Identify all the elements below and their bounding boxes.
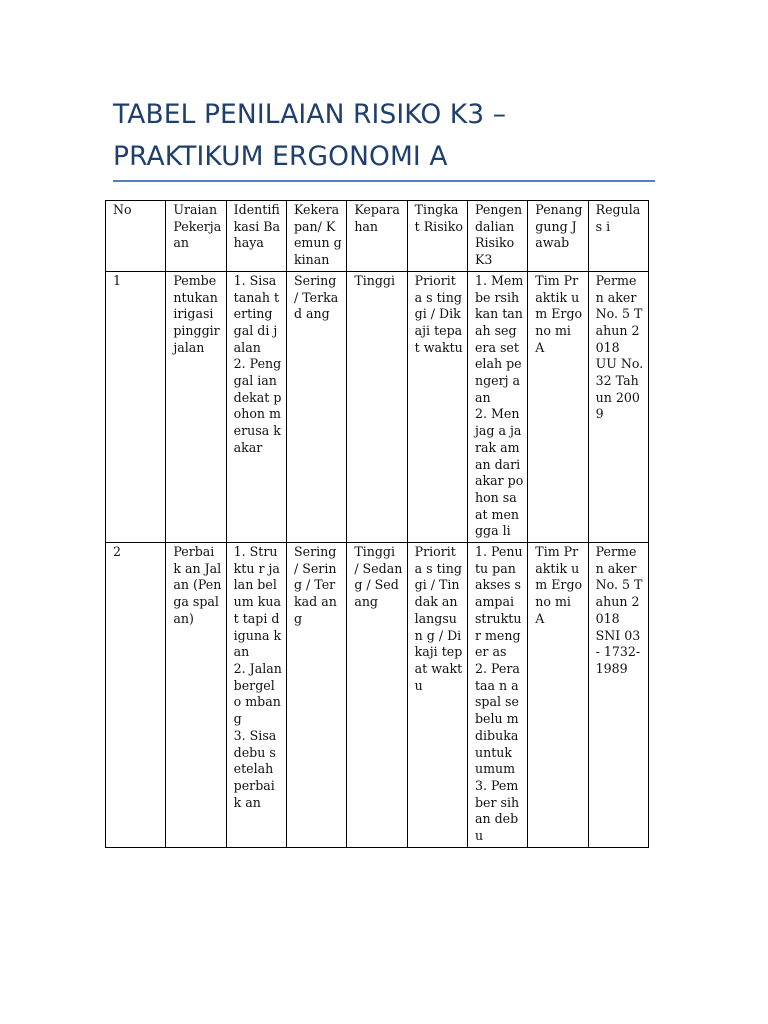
cell-line: UU No. 32 Tahun 2009 (595, 356, 644, 422)
header-tingkat-risiko: Tingkat Risiko (407, 201, 467, 272)
header-no: No (106, 201, 166, 272)
document-title (113, 94, 658, 178)
table-header-row (106, 201, 649, 272)
header-identifikasi-bahaya: Identifi kasi Bahaya (226, 201, 286, 272)
cell-keparahan: Tinggi / Sedang / Sedang (347, 543, 407, 848)
header-pengendalian-risiko: Pengen dalian Risiko K3 (467, 201, 527, 272)
cell-line: 2. Jalan bergelo mbang (233, 660, 282, 727)
cell-line: Permen aker No. 5 Tahun 2018 (595, 544, 643, 626)
cell-penanggung-jawab: Tim Praktik um Ergono mi A (528, 543, 588, 848)
cell-keparahan: Tinggi (347, 271, 407, 542)
cell-regulasi (588, 271, 648, 542)
header-regulasi: Regulas i (588, 201, 648, 272)
cell-line: Permen aker No. 5 Tahun 2018 (595, 272, 643, 355)
cell-line: 2. Penggal ian dekat pohon merusa k akar (233, 356, 282, 455)
cell-penanggung-jawab: Tim Praktik um Ergono mi A (528, 271, 588, 542)
cell-regulasi (588, 543, 648, 848)
document-title-line-1: TABEL PENILAIAN RISIKO K3 – (113, 99, 507, 130)
header-keparahan: Kepara han (347, 201, 407, 272)
cell-tingkat-risiko: Priorita s tinggi / Tindak an langsun g / Dikaji tepat waktu (407, 543, 467, 848)
cell-line: 1. Struktu r jalan belum kuat tapi diguna kan (233, 544, 282, 660)
cell-identifikasi (226, 271, 286, 542)
table-row (106, 271, 649, 542)
cell-line: 3. Sisa debu setelah perbaik an (233, 727, 277, 810)
header-uraian-pekerjaan: Uraian Pekerja an (166, 201, 226, 272)
cell-identifikasi (226, 543, 286, 848)
cell-uraian: Pembe ntukan irigasi pinggir jalan (166, 271, 226, 542)
cell-line: SNI 03- 1732- 1989 (595, 627, 641, 676)
cell-kekerapan: Sering / Sering / Terkad ang (286, 543, 346, 848)
cell-line: 1. Penutu pan akses sampai struktu r menger as (474, 544, 523, 660)
cell-line: 2. Perataa n aspal sebelu m dibuka untuk umum (474, 660, 520, 777)
document-title-line-2: PRAKTIKUM ERGONOMI A (113, 141, 448, 172)
table-row (106, 543, 649, 848)
cell-uraian: Perbaik an Jalan (Penga spalan) (166, 543, 226, 848)
cell-kekerapan: Sering / Terkad ang (286, 271, 346, 542)
cell-no: 2 (106, 543, 166, 848)
cell-line: 2. Menjag a jarak aman dari akar pohon saat mengga li (474, 406, 524, 539)
cell-line: 3. Pember sihan debu (474, 777, 520, 844)
cell-pengendalian (467, 271, 527, 542)
cell-tingkat-risiko: Priorita s tinggi / Dikaji tepat waktu (407, 271, 467, 542)
header-kekerapan: Kekera pan/ Kemun gkinan (286, 201, 346, 272)
cell-line: 1. Membe rsihkan tanah segera setelah pengerj aan (474, 272, 524, 405)
title-underline (113, 180, 655, 182)
cell-pengendalian (467, 543, 527, 848)
risk-assessment-table (105, 200, 649, 848)
cell-no: 1 (106, 271, 166, 542)
header-penanggung-jawab: Penang gung Jawab (528, 201, 588, 272)
cell-line: 1. Sisa tanah terting gal di jalan (233, 272, 280, 355)
